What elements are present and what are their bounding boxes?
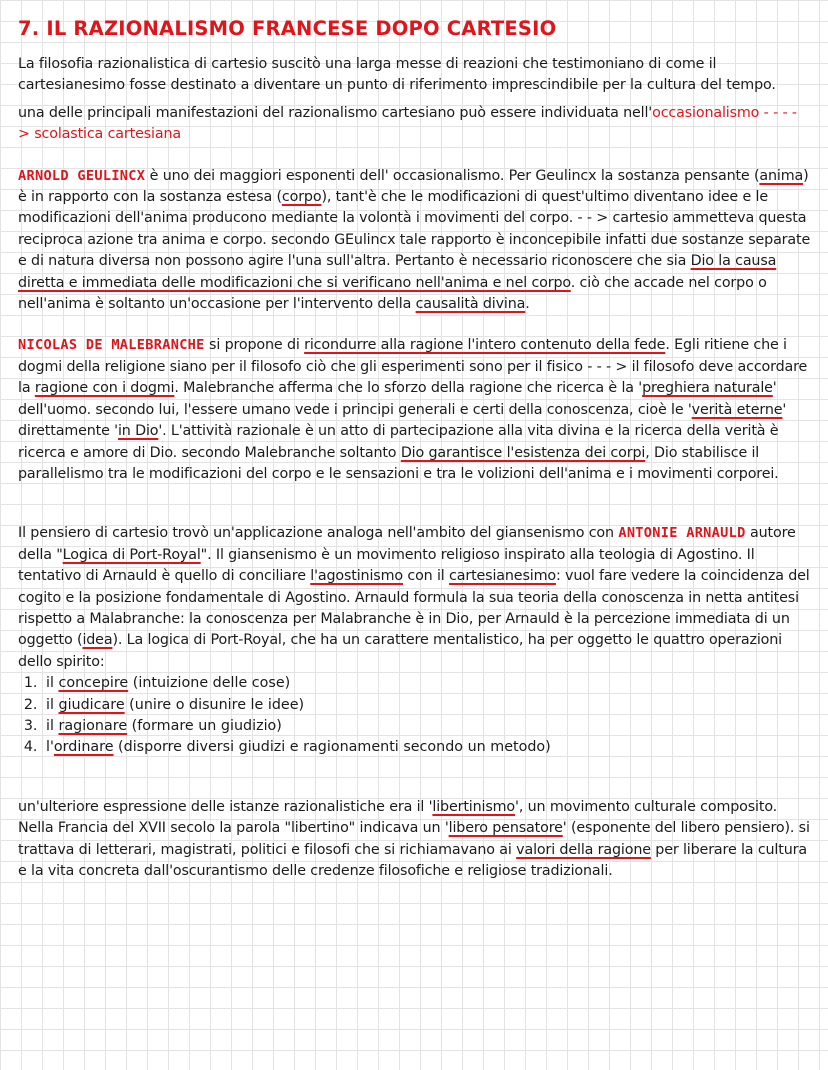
op-description: (intuizione delle cose) — [128, 675, 291, 692]
occasionalism-paragraph — [18, 103, 813, 146]
malebranche-text: '. L'attività razionale è un atto di partecipazione alla vita divina e la ricerca della verità è ricerca e amore di Dio. secondo Malebranche soltanto — [18, 423, 779, 461]
geulincx-text: . — [525, 296, 530, 313]
libertinismo-text: ' (esponente del libero pensiero). si trattava di letterari, magistrati, politici e filosofi che si richiamavano ai — [18, 820, 810, 858]
arnauld-name: ANTONIE ARNAULD — [618, 525, 746, 542]
libertinismo-text: ', un movimento culturale composito. Nella Francia del XVII secolo la parola "libertino" indicava un ' — [18, 798, 778, 837]
preghiera-phrase: preghiera naturale — [642, 380, 773, 397]
intro-paragraph: La filosofia razionalistica di cartesio suscitò una larga messe di reazioni che testimoniano di come il cartesianesimo fosse destinato a diventare un punto di riferimento imprescindibile per la cultura del tempo. — [18, 56, 776, 94]
op-prefix: il — [46, 717, 59, 734]
geulincx-text: ) è in rapporto con la sostanza estesa ( — [18, 167, 809, 206]
libertinismo-paragraph — [18, 797, 813, 883]
causalita-term: causalità divina — [415, 296, 526, 313]
intro-text: una delle principali manifestazioni del razionalismo cartesiano può essere individuata nell' — [18, 104, 653, 121]
malebranche-text: . Egli ritiene che i dogmi della religione siano per il filosofo ciò che gli esperimenti sono per il fisico - - - > il filosofo deve accordare la — [18, 337, 808, 397]
malebranche-text: ' dell'uomo. secondo lui, l'essere umano vede i principi generali e certi della conoscenza, cioè le ' — [18, 380, 777, 418]
operations-list — [18, 673, 813, 759]
malebranche-text: ' direttamente ' — [18, 401, 787, 440]
scolastica-term: scolastica cartesiana — [34, 126, 181, 143]
libertinismo-text: per liberare la cultura e la vita concreta dall'oscurantismo delle credenze filosofiche e religiose tradizionali. — [18, 841, 807, 879]
dio-causa-phrase: Dio la causa diretta e immediata delle modificazioni che si verificano nell'anima e nel corpo — [18, 253, 777, 291]
geulincx-paragraph — [18, 166, 813, 316]
anima-term: anima — [759, 167, 804, 184]
op-prefix: il — [46, 696, 59, 713]
arnauld-text: Il pensiero di cartesio trovò un'applicazione analoga nell'ambito del giansenismo con — [18, 525, 619, 542]
op-description: (disporre diversi giudizi e ragionamenti secondo un metodo) — [113, 739, 551, 756]
notes-page — [18, 14, 813, 882]
arnauld-paragraph — [18, 523, 813, 673]
geulincx-text: è uno dei maggiori esponenti dell' occasionalismo. Per Geulincx la sostanza pensante ( — [145, 167, 760, 184]
geulincx-name: ARNOLD GEULINCX — [18, 167, 146, 184]
op-prefix: l' — [46, 739, 54, 756]
logica-title: Logica di Port-Royal — [62, 546, 201, 563]
occasionalism-term: occasionalismo — [652, 104, 760, 121]
geulincx-text: ), tant'è che le modificazioni di quest'ultimo diventano idee e le modificazioni dell'anima producono mediante la volontà i movimenti del corpo. - - > cartesio ammetteva questa reciproca azione tra anima e corpo. secondo GEulincx tale rapporto è inconcepibile infatti due sostanze separate e di natura diversa non possono agire l'una sull'altra. Pertanto è necessario riconoscere che sia — [18, 189, 811, 270]
geulincx-text: . ciò che accade nel corpo o nell'anima è soltanto un'occasione per l'intervento della — [18, 274, 767, 313]
arnauld-text: ). La logica di Port-Royal, che ha un carattere mentalistico, ha per oggetto le quattro operazioni dello spirito: — [18, 632, 782, 670]
valori-phrase: valori della ragione — [516, 841, 651, 858]
malebranche-text: , Dio stabilisce il parallelismo tra le modificazioni del corpo e le sensazioni e tra le volizioni dell'anima e i movimenti corporei. — [18, 444, 779, 482]
op-description: (formare un giudizio) — [127, 717, 282, 734]
op-term: giudicare — [58, 696, 125, 713]
list-item — [42, 695, 813, 716]
cartesianesimo-term: cartesianesimo — [449, 568, 556, 585]
arrow: - - - - > — [18, 104, 797, 143]
malebranche-paragraph — [18, 335, 813, 485]
arnauld-text: : vuol fare vedere la coincidenza del cogito e la posizione fondamentale di Agostino. Arnauld formula la sua teoria della conoscenza in netta antitesi rispetto a Malabranche: la conoscenza per Malabranche è in Dio, per Arnauld è la percezione immediata di un oggetto ( — [18, 568, 810, 649]
op-term: ordinare — [53, 739, 114, 756]
malebranche-text: . Malebranche afferma che lo sforzo della ragione che ricerca è la ' — [174, 380, 643, 397]
in-dio-phrase: in Dio — [117, 423, 159, 440]
verita-phrase: verità eterne — [691, 401, 783, 418]
malebranche-name: NICOLAS DE MALEBRANCHE — [18, 337, 205, 354]
list-item — [42, 716, 813, 737]
dio-garantisce-phrase: Dio garantisce l'esistenza dei corpi — [400, 444, 646, 461]
ragione-dogmi-phrase: ragione con i dogmi — [34, 380, 175, 397]
agostinismo-term: l'agostinismo — [310, 568, 403, 585]
arnauld-text: autore della " — [18, 525, 796, 563]
corpo-term: corpo — [281, 189, 322, 206]
ricondurre-phrase: ricondurre alla ragione l'intero contenuto della fede — [304, 337, 666, 354]
list-item — [42, 673, 813, 694]
op-prefix: il — [46, 675, 59, 692]
libertinismo-term: libertinismo — [432, 798, 516, 815]
arnauld-text: ". Il giansenismo è un movimento religioso inspirato alla teologia di Agostino. Il tentativo di Arnauld è quello di conciliare — [18, 546, 755, 585]
list-item — [42, 737, 813, 758]
op-term: concepire — [58, 675, 129, 692]
op-term: ragionare — [58, 717, 128, 734]
page-title: 7. IL RAZIONALISMO FRANCESE DOPO CARTESIO — [18, 17, 557, 40]
op-description: (unire o disunire le idee) — [124, 696, 305, 713]
malebranche-text: si propone di — [204, 337, 305, 354]
idea-term: idea — [82, 632, 113, 649]
libero-pensatore-phrase: libero pensatore — [448, 820, 563, 837]
libertinismo-text: un'ulteriore espressione delle istanze razionalistiche era il ' — [18, 798, 433, 815]
arnauld-text: con il — [402, 568, 450, 585]
